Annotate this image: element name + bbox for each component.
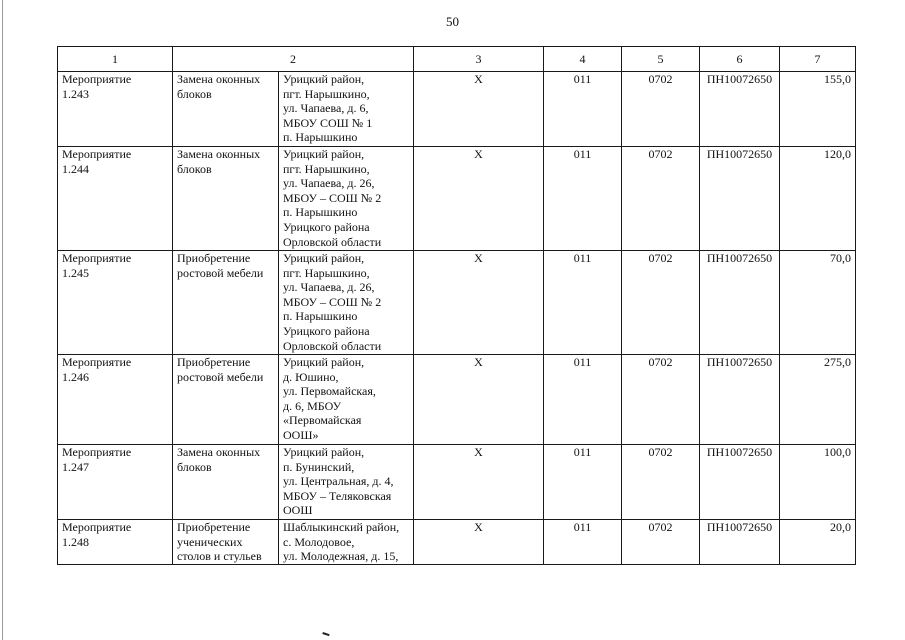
address-line: ООШ (283, 503, 313, 518)
col3-cell: Х (414, 251, 544, 355)
amount-cell: 100,0 (780, 445, 856, 520)
address-line: Орловской области (283, 338, 382, 353)
col5-cell: 0702 (622, 445, 700, 520)
work-line: блоков (177, 161, 212, 176)
address-line: ул. Центральная, д. 4, (283, 474, 394, 489)
work-cell (173, 251, 279, 355)
event-cell (58, 355, 173, 445)
event-label: Мероприятие (62, 251, 132, 265)
table-row (58, 147, 856, 251)
col4-cell: 011 (544, 355, 622, 445)
event-number: 1.243 (62, 86, 89, 101)
work-line: ростовой мебели (177, 265, 264, 280)
work-line: ученических (177, 534, 243, 549)
work-line: блоков (177, 459, 212, 474)
address-line: Урицкий район, (283, 445, 365, 459)
amount-cell: 120,0 (780, 147, 856, 251)
col4-cell: 011 (544, 72, 622, 147)
header-col-2: 2 (173, 47, 414, 72)
header-col-1: 1 (58, 47, 173, 72)
event-number: 1.246 (62, 369, 89, 384)
col4-cell: 011 (544, 520, 622, 565)
table-row (58, 72, 856, 147)
col3-cell: Х (414, 72, 544, 147)
work-cell (173, 445, 279, 520)
work-line: блоков (177, 86, 212, 101)
address-line: ул. Чапаева, д. 26, (283, 280, 375, 295)
col5-cell: 0702 (622, 147, 700, 251)
event-cell (58, 147, 173, 251)
work-line: Приобретение (177, 251, 251, 265)
address-line: п. Нарышкино (283, 309, 358, 324)
amount-cell: 275,0 (780, 355, 856, 445)
address-cell (279, 147, 414, 251)
col6-cell: ПН10072650 (700, 520, 780, 565)
col5-cell: 0702 (622, 520, 700, 565)
header-col-3: 3 (414, 47, 544, 72)
amount-cell: 155,0 (780, 72, 856, 147)
address-line: МБОУ – Теляковская (283, 488, 392, 503)
header-col-5: 5 (622, 47, 700, 72)
scan-left-edge-line (2, 0, 3, 640)
event-label: Мероприятие (62, 520, 132, 534)
event-cell (58, 445, 173, 520)
address-line: Орловской области (283, 234, 382, 249)
table-row (58, 355, 856, 445)
work-cell (173, 147, 279, 251)
address-line: с. Молодовое, (283, 534, 355, 549)
address-line: МБОУ – СОШ № 2 (283, 190, 382, 205)
address-line: ООШ» (283, 427, 319, 442)
address-line: Урицкий район, (283, 251, 365, 265)
work-line: Замена оконных (177, 147, 261, 161)
address-line: ул. Первомайская, (283, 384, 376, 399)
event-number: 1.244 (62, 161, 89, 176)
event-number: 1.245 (62, 265, 89, 280)
address-line: пгт. Нарышкино, (283, 265, 370, 280)
work-cell (173, 355, 279, 445)
col4-cell: 011 (544, 445, 622, 520)
event-cell (58, 520, 173, 565)
budget-table (57, 46, 856, 565)
address-cell (279, 355, 414, 445)
address-cell (279, 251, 414, 355)
page-number: 50 (446, 14, 459, 29)
work-line: Замена оконных (177, 72, 261, 86)
col3-cell: Х (414, 520, 544, 565)
table-row (58, 251, 856, 355)
col6-cell: ПН10072650 (700, 251, 780, 355)
work-cell (173, 520, 279, 565)
address-line: п. Нарышкино (283, 130, 358, 145)
address-cell (279, 520, 414, 565)
col3-cell: Х (414, 147, 544, 251)
address-line: д. 6, МБОУ (283, 398, 342, 413)
address-line: д. Юшино, (283, 369, 339, 384)
work-line: ростовой мебели (177, 369, 264, 384)
address-line: п. Бунинский, (283, 459, 355, 474)
col6-cell: ПН10072650 (700, 355, 780, 445)
table-row (58, 445, 856, 520)
work-line: Замена оконных (177, 445, 261, 459)
header-col-4: 4 (544, 47, 622, 72)
col3-cell: Х (414, 355, 544, 445)
address-line: Урицкий район, (283, 355, 365, 369)
address-line: ул. Чапаева, д. 6, (283, 101, 369, 116)
address-line: ул. Молодежная, д. 15, (283, 549, 399, 564)
event-label: Мероприятие (62, 72, 132, 86)
col5-cell: 0702 (622, 355, 700, 445)
event-number: 1.247 (62, 459, 89, 474)
address-cell (279, 445, 414, 520)
col5-cell: 0702 (622, 251, 700, 355)
col3-cell: Х (414, 445, 544, 520)
col5-cell: 0702 (622, 72, 700, 147)
address-line: МБОУ СОШ № 1 (283, 115, 373, 130)
col6-cell: ПН10072650 (700, 147, 780, 251)
address-line: Шаблыкинский район, (283, 520, 400, 534)
col4-cell: 011 (544, 147, 622, 251)
event-cell (58, 251, 173, 355)
event-cell (58, 72, 173, 147)
address-line: п. Нарышкино (283, 205, 358, 220)
col6-cell: ПН10072650 (700, 72, 780, 147)
address-line: пгт. Нарышкино, (283, 161, 370, 176)
col6-cell: ПН10072650 (700, 445, 780, 520)
event-label: Мероприятие (62, 355, 132, 369)
address-line: «Первомайская (283, 413, 362, 428)
address-cell (279, 72, 414, 147)
amount-cell: 70,0 (780, 251, 856, 355)
address-line: Урицкого района (283, 219, 370, 234)
event-label: Мероприятие (62, 445, 132, 459)
table-row (58, 520, 856, 565)
address-line: МБОУ – СОШ № 2 (283, 294, 382, 309)
address-line: ул. Чапаева, д. 26, (283, 176, 375, 191)
work-line: Приобретение (177, 520, 251, 534)
table-header-row (58, 47, 856, 72)
event-label: Мероприятие (62, 147, 132, 161)
header-col-7: 7 (780, 47, 856, 72)
address-line: Урицкий район, (283, 72, 365, 86)
col4-cell: 011 (544, 251, 622, 355)
scan-artifact-mark (321, 632, 329, 639)
work-line: столов и стульев (177, 549, 262, 564)
event-number: 1.248 (62, 534, 89, 549)
header-col-6: 6 (700, 47, 780, 72)
amount-cell: 20,0 (780, 520, 856, 565)
address-line: Урицкий район, (283, 147, 365, 161)
address-line: Урицкого района (283, 323, 370, 338)
work-line: Приобретение (177, 355, 251, 369)
work-cell (173, 72, 279, 147)
address-line: пгт. Нарышкино, (283, 86, 370, 101)
